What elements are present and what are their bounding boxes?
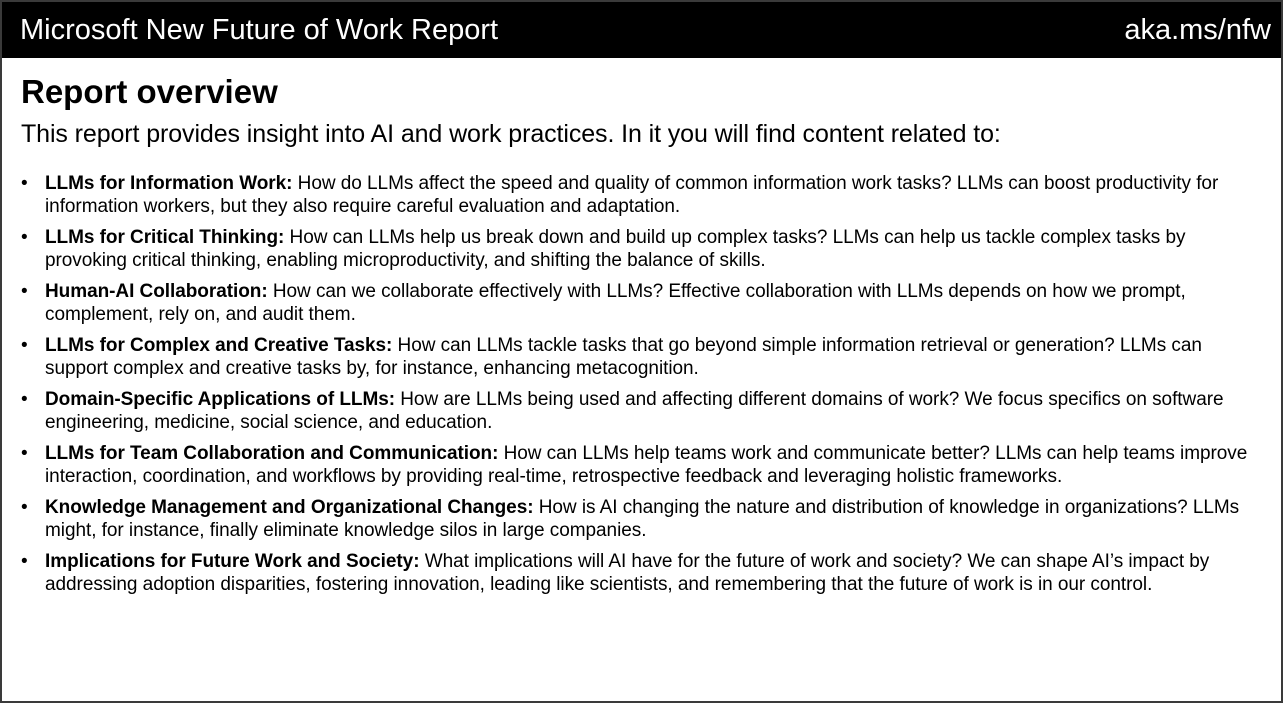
topic-name: Implications for Future Work and Society: [45, 551, 420, 572]
topic-name: Domain-Specific Applications of LLMs: [45, 389, 396, 410]
topic-item [21, 496, 1261, 542]
bullet-icon: • [21, 335, 28, 356]
topic-name: LLMs for Information Work: [45, 173, 293, 194]
report-title: Microsoft New Future of Work Report [20, 13, 499, 46]
topic-item [21, 226, 1261, 272]
topic-item [21, 172, 1261, 218]
topic-description: How can LLMs help us break down and build up complex tasks? LLMs can help us tackle complex tasks by provoking critical thinking, enabling microproductivity, and shifting the balance of skills. [45, 227, 1186, 271]
topic-item [21, 550, 1261, 596]
topic-description: How is AI changing the nature and distribution of knowledge in organizations? LLMs might, for instance, finally eliminate knowledge silos in large companies. [45, 497, 1240, 541]
bullet-icon: • [21, 443, 28, 464]
topic-item [21, 280, 1261, 326]
section-heading: Report overview [21, 73, 278, 110]
header-bar [2, 2, 1281, 58]
topic-list [21, 172, 1261, 596]
bullet-icon: • [21, 389, 28, 410]
topic-description: How do LLMs affect the speed and quality of common information work tasks? LLMs can boost productivity for information workers, but they also require careful evaluation and adaptation. [45, 173, 1219, 217]
topic-item [21, 334, 1261, 380]
topic-name: LLMs for Team Collaboration and Communication: [45, 443, 499, 464]
topic-description: What implications will AI have for the future of work and society? We can shape AI’s impact by addressing adoption disparities, fostering innovation, leading like scientists, and remembering that the future of work is in our control. [45, 551, 1210, 595]
topic-name: Knowledge Management and Organizational Changes: [45, 497, 534, 518]
overview-content [21, 72, 1261, 604]
topic-description: How can LLMs help teams work and communicate better? LLMs can help teams improve interaction, coordination, and workflows by providing real-time, retrospective feedback and leveraging holistic frameworks. [45, 443, 1248, 487]
topic-name: LLMs for Complex and Creative Tasks: [45, 335, 393, 356]
topic-description: How can we collaborate effectively with LLMs? Effective collaboration with LLMs depends on how we prompt, complement, rely on, and audit them. [45, 281, 1186, 325]
topic-description: How can LLMs tackle tasks that go beyond simple information retrieval or generation? LLMs can support complex and creative tasks by, for instance, enhancing metacognition. [45, 335, 1202, 379]
bullet-icon: • [21, 551, 28, 572]
report-short-link: aka.ms/nfw [1124, 13, 1271, 46]
bullet-icon: • [21, 281, 28, 302]
bullet-icon: • [21, 497, 28, 518]
topic-item [21, 388, 1261, 434]
topic-description: How are LLMs being used and affecting different domains of work? We focus specifics on software engineering, medicine, social science, and education. [45, 389, 1224, 433]
bullet-icon: • [21, 173, 28, 194]
intro-text: This report provides insight into AI and work practices. In it you will find content related to: [21, 120, 1001, 148]
topic-item [21, 442, 1261, 488]
bullet-icon: • [21, 227, 28, 248]
topic-name: LLMs for Critical Thinking: [45, 227, 285, 248]
topic-name: Human-AI Collaboration: [45, 281, 268, 302]
